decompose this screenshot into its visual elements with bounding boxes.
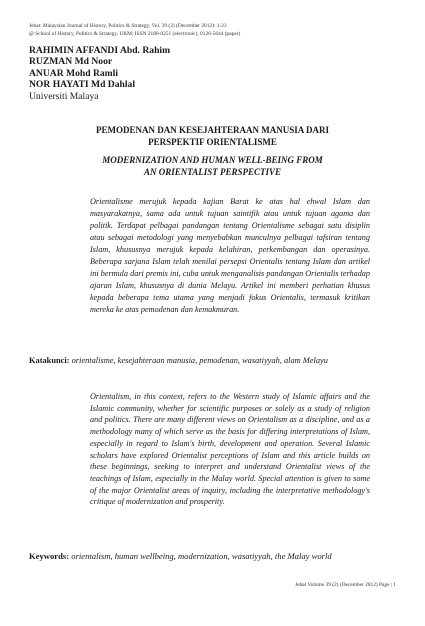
journal-header xyxy=(29,23,240,38)
author-affiliation: Universiti Malaya xyxy=(29,90,99,102)
author-name: ANUAR Mohd Ramli xyxy=(29,67,119,79)
keywords-malay-text: orientalisme, kesejahteraan manusia, pemodenan, wasatiyyah, alam Melayu xyxy=(71,356,328,365)
keywords-malay-label: Katakunci: xyxy=(29,356,70,365)
keywords-english-text: orientalism, human wellbeing, modernization, wasatiyyah, the Malay world xyxy=(71,551,332,561)
title-malay-line: PERSPEKTIF ORIENTALISME xyxy=(148,136,277,147)
journal-header-line: Jebat: Malaysian Journal of History, Politics & Strategy, Vol. 39 (2) (December 2012): 1-23 xyxy=(29,23,227,29)
page-footer: Jebat Volume 39 (2) (December 2012) Page | 1 xyxy=(295,582,396,588)
keywords-malay xyxy=(29,355,372,367)
title-english-line: AN ORIENTALIST PERSPECTIVE xyxy=(143,166,282,177)
author-block xyxy=(29,45,170,102)
keywords-english-label: Keywords: xyxy=(29,551,70,561)
author-name: RUZMAN Md Noor xyxy=(29,56,113,68)
abstract-malay: Orientalisme merujuk kepada kajian Barat ke atas hal ehwal Islam dan masyarakatnya, sama ada untuk tujuan saintifik atau untuk tujuan agama dan politik. Terdapat pelbagai pandangan tentang Orientalisme sebagai satu disiplin atau sebagai metodologi yang menyebabkan munculnya pelbagai tafsiran tentang Islam, khususnya merujuk kepada kelahiran, perkembangan dan operasinya. Beberapa sarjana Islam telah menilai persepsi Orientalis tentang Islam dan artikel ini bermula dari premis ini, cuba untuk menganalisis pandangan Orientalis terhadap ajaran Islam, khususnya di dunia Melayu. Artikel ini memberi perhatian khusus kepada beberapa tema utama yang menjadi fokus Orientalis, termasuk kritikan mereka ke atas pemodenan dan kemakmuran. xyxy=(90,197,370,314)
title-english xyxy=(29,155,396,178)
title-english-line: MODERNIZATION AND HUMAN WELL-BEING FROM xyxy=(102,155,323,165)
keywords-english xyxy=(29,550,372,562)
abstract-english: Orientalism, in this context, refers to the Western study of Islamic affairs and the Islamic community, whether for scientific purposes or solely as a study of religion and politics. There are many different views on Orientalism as a discipline, and as a methodology many of which serve as the basis for differing interpretations of Islam, especially in regard to Islam's birth, development and operation. Several Islamic scholars have explored Orientalist perceptions of Islam and this article builds on these beginnings, seeking to interpret and understand Orientalist views of the teachings of Islam, especially in the Malay world. Special attention is given to some of the major Orientalist areas of inquiry, including the interpretative methodology's critique of modernization and prosperity. xyxy=(90,392,370,507)
author-name: RAHIMIN AFFANDI Abd. Rahim xyxy=(29,45,171,56)
author-name: NOR HAYATI Md Dahlal xyxy=(29,79,135,91)
journal-header-line: @ School of History, Politics & Strategy, UKM; ISSN 2180-0251 (electronic), 0126-5644 (paper) xyxy=(29,30,241,37)
title-malay-line: PEMODENAN DAN KESEJAHTERAAN MANUSIA DARI xyxy=(95,125,329,135)
title-malay xyxy=(29,125,396,148)
